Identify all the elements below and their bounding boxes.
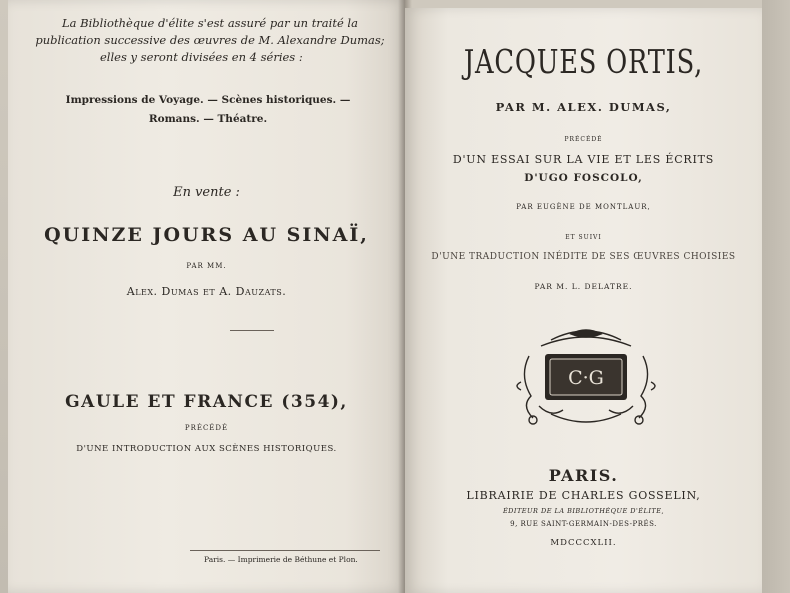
series-line-1: Impressions de Voyage. — Scènes historiques. — — [65, 94, 351, 106]
author-line: PAR M. ALEX. DUMAS, — [495, 100, 672, 114]
separator-rule — [230, 330, 274, 331]
publisher-line: LIBRAIRIE DE CHARLES GOSSELIN, — [466, 489, 701, 502]
followed-label: ET SUIVI — [565, 234, 602, 241]
right-page — [405, 8, 762, 593]
book1-par: PAR MM. — [186, 262, 227, 270]
left-page — [8, 0, 405, 593]
book2-preceded: PRÉCÉDÉ — [184, 424, 229, 432]
book-title: JACQUES ORTIS, — [463, 42, 704, 81]
preceded-label: PRÉCÉDÉ — [564, 136, 603, 143]
publisher-role: ÉDITEUR DE LA BIBLIOTHÈQUE D'ÉLITE, — [502, 507, 665, 515]
intro-line-1: La Bibliothèque d'élite s'est assuré par un traité la — [62, 16, 358, 30]
book2-title: GAULE ET FRANCE (354), — [65, 392, 348, 412]
table-edge — [762, 0, 790, 593]
essay-author: PAR EUGÈNE DE MONTLAUR, — [516, 203, 651, 211]
intro-line-3: elles y seront divisées en 4 séries : — [100, 50, 303, 64]
monogram-letters: C·G — [568, 367, 604, 389]
foscolo-line: D'UGO FOSCOLO, — [524, 172, 643, 184]
translation-line: D'UNE TRADUCTION INÉDITE DE SES ŒUVRES CHOISIES — [431, 252, 736, 262]
book1-authors: Alex. Dumas et A. Dauzats. — [126, 285, 287, 298]
essay-line: D'UN ESSAI SUR LA VIE ET LES ÉCRITS — [452, 153, 715, 166]
series-line-2: Romans. — Théatre. — [148, 113, 268, 125]
publisher-monogram-ornament — [511, 326, 661, 430]
imprint-rule — [190, 550, 380, 551]
book1-title: QUINZE JOURS AU SINAÏ, — [44, 224, 369, 246]
city-line: PARIS. — [548, 466, 619, 485]
imprint: Paris. — Imprimerie de Béthune et Plon. — [204, 555, 358, 564]
publisher-address: 9, RUE SAINT-GERMAIN-DES-PRÉS. — [510, 520, 657, 528]
translator-line: PAR M. L. DELATRE. — [534, 282, 633, 291]
publication-year: MDCCCXLII. — [550, 538, 617, 548]
on-sale-label: En vente : — [173, 185, 240, 200]
book2-intro: D'UNE INTRODUCTION AUX SCÈNES HISTORIQUES. — [76, 444, 337, 454]
intro-line-2: publication successive des œuvres de M. Alexandre Dumas; — [35, 33, 385, 47]
